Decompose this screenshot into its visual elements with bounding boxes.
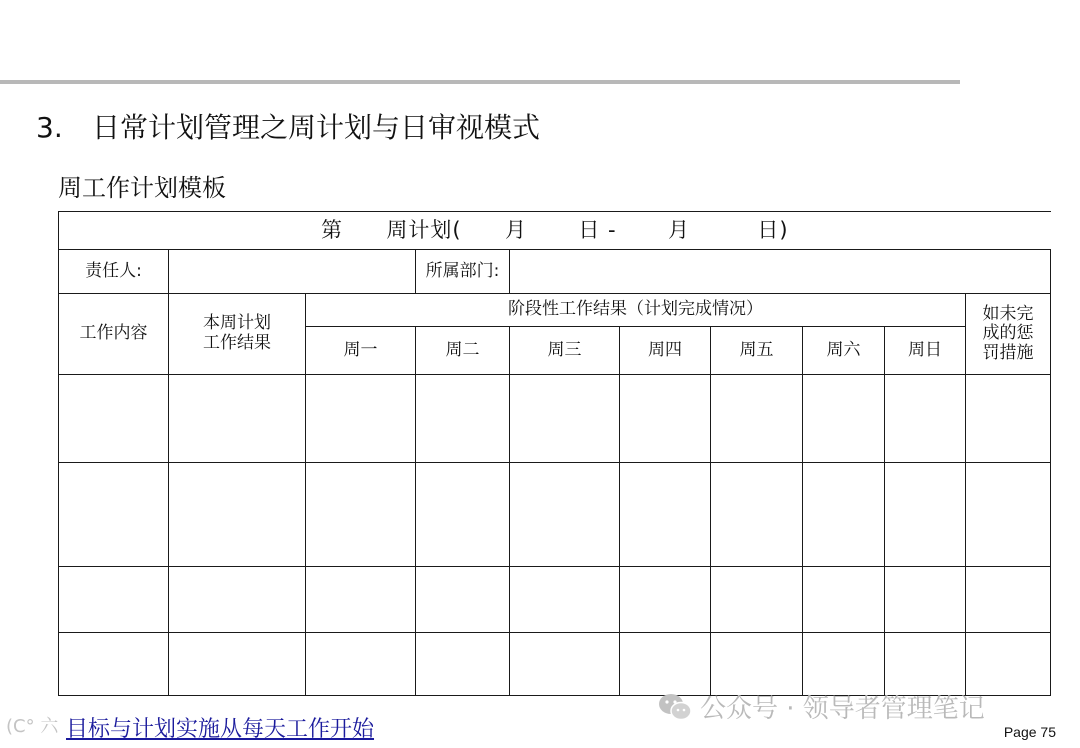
table-row (59, 375, 1051, 463)
col-penalty: 如未完 成的惩 罚措施 (966, 294, 1051, 375)
table-cell[interactable] (306, 633, 416, 696)
table-cell[interactable] (59, 633, 169, 696)
section-title: 日常计划管理之周计划与日审视模式 (92, 111, 541, 144)
top-divider (0, 80, 960, 84)
col-day-fri: 周五 (711, 327, 803, 375)
col-week-plan: 本周计划 工作结果 (169, 294, 306, 375)
title-week-prefix: 第 (321, 218, 344, 243)
table-cell[interactable] (59, 463, 169, 567)
table-cell[interactable] (966, 633, 1051, 696)
responsible-row (59, 250, 1051, 294)
table-cell[interactable] (59, 567, 169, 633)
table-cell[interactable] (885, 463, 966, 567)
table-cell[interactable] (510, 463, 620, 567)
table-cell[interactable] (966, 375, 1051, 463)
watermark-logo: (C° 六 (6, 716, 59, 737)
header-row-1 (59, 294, 1051, 327)
template-title: 周工作计划模板 (58, 174, 226, 202)
title-week-suffix: 周计划( (386, 218, 462, 243)
page-number: Page 75 (1003, 724, 1056, 740)
table-cell[interactable] (169, 633, 306, 696)
title-day-1: 日 - (578, 218, 617, 243)
table-row (59, 567, 1051, 633)
table-cell[interactable] (59, 375, 169, 463)
table-cell[interactable] (620, 633, 711, 696)
department-label: 所属部门: (416, 250, 510, 294)
table-cell[interactable] (966, 463, 1051, 567)
table-cell[interactable] (306, 567, 416, 633)
footer-link[interactable]: 目标与计划实施从每天工作开始 (66, 717, 375, 742)
department-field[interactable] (510, 250, 1051, 294)
table-cell[interactable] (416, 633, 510, 696)
table-cell[interactable] (885, 633, 966, 696)
table-cell[interactable] (169, 375, 306, 463)
wechat-icon (658, 692, 692, 722)
table-cell[interactable] (803, 375, 885, 463)
table-cell[interactable] (711, 375, 803, 463)
responsible-field[interactable] (169, 250, 416, 294)
section-number: 3. (36, 111, 63, 144)
table-cell[interactable] (711, 633, 803, 696)
table-cell[interactable] (803, 567, 885, 633)
table-cell[interactable] (510, 633, 620, 696)
table-cell[interactable] (510, 375, 620, 463)
col-day-sat: 周六 (803, 327, 885, 375)
table-cell[interactable] (885, 567, 966, 633)
table-cell[interactable] (169, 463, 306, 567)
watermark (658, 688, 985, 725)
col-day-tue: 周二 (416, 327, 510, 375)
table-cell[interactable] (620, 375, 711, 463)
table-cell[interactable] (416, 463, 510, 567)
table-title (59, 212, 1051, 250)
section-heading (36, 106, 540, 146)
table-cell[interactable] (306, 375, 416, 463)
table-cell[interactable] (416, 375, 510, 463)
table-cell[interactable] (306, 463, 416, 567)
title-day-2: 日) (757, 218, 789, 243)
table-cell[interactable] (620, 463, 711, 567)
table-cell[interactable] (620, 567, 711, 633)
weekly-plan-table (58, 211, 1051, 696)
col-day-thu: 周四 (620, 327, 711, 375)
table-cell[interactable] (711, 567, 803, 633)
col-work-content: 工作内容 (59, 294, 169, 375)
table-title-row (59, 212, 1051, 250)
table-cell[interactable] (711, 463, 803, 567)
col-day-mon: 周一 (306, 327, 416, 375)
watermark-text: 公众号 · 领导者管理笔记 (700, 694, 985, 724)
table-row (59, 463, 1051, 567)
table-row (59, 633, 1051, 696)
table-cell[interactable] (885, 375, 966, 463)
table-cell[interactable] (510, 567, 620, 633)
col-day-wed: 周三 (510, 327, 620, 375)
title-month-2: 月 (667, 218, 690, 243)
col-stage-result: 阶段性工作结果（计划完成情况） (306, 294, 966, 327)
table-cell[interactable] (416, 567, 510, 633)
col-day-sun: 周日 (885, 327, 966, 375)
table-cell[interactable] (803, 633, 885, 696)
title-month-1: 月 (504, 218, 527, 243)
table-cell[interactable] (966, 567, 1051, 633)
table-cell[interactable] (169, 567, 306, 633)
responsible-label: 责任人: (59, 250, 169, 294)
table-cell[interactable] (803, 463, 885, 567)
